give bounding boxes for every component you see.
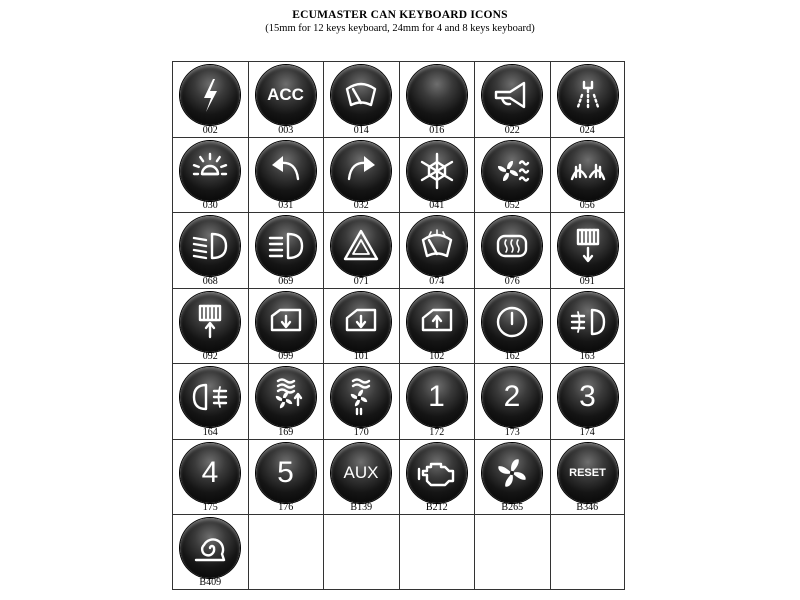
hazard-icon	[331, 216, 391, 276]
window-up-icon	[407, 292, 467, 352]
icon-cell	[323, 61, 399, 137]
fan-heat-icon	[482, 141, 542, 201]
icon-cell	[399, 363, 475, 439]
icon-cell	[323, 137, 399, 213]
icon-code-label: B346	[576, 502, 599, 513]
icon-cell	[550, 212, 626, 288]
icon-cell	[172, 288, 248, 364]
icon-code-label: 024	[579, 124, 595, 136]
icon-cell	[550, 363, 626, 439]
snowflake-icon	[407, 141, 467, 201]
acc-text-icon	[256, 65, 316, 125]
power-icon	[482, 292, 542, 352]
fog-light-front-icon	[558, 292, 618, 352]
icon-code-label: 032	[353, 200, 369, 211]
icon-code-label: B212	[425, 502, 448, 513]
icon-cell	[323, 363, 399, 439]
icon-cell	[323, 439, 399, 515]
seat-heat-icon	[558, 141, 618, 201]
window-down-icon	[256, 292, 316, 352]
empty-cell	[399, 514, 475, 590]
icon-cell	[399, 137, 475, 213]
rear-defrost-icon	[482, 216, 542, 276]
icon-code-label: B409	[199, 576, 222, 588]
icon-cell	[474, 137, 550, 213]
number-text-icon	[558, 367, 618, 427]
icon-code-label: 056	[579, 200, 595, 211]
icon-code-label: 162	[504, 351, 520, 362]
empty-cell	[323, 514, 399, 590]
icon-code-label: 176	[278, 502, 294, 513]
icon-code-label: 003	[278, 124, 294, 136]
icon-cell	[474, 212, 550, 288]
icon-cell	[172, 363, 248, 439]
number-text-icon	[482, 367, 542, 427]
icon-cell	[172, 514, 248, 590]
icon-glyph-text: 1	[428, 380, 445, 413]
icon-code-label: 091	[579, 275, 595, 287]
icon-code-label: 068	[202, 275, 218, 287]
wiper-icon	[331, 65, 391, 125]
icon-glyph-text: 2	[503, 380, 521, 413]
fan-heat-up-icon	[256, 367, 316, 427]
icon-code-label: 002	[202, 124, 218, 136]
lightning-icon	[180, 65, 240, 125]
blank-icon	[407, 65, 467, 125]
icon-code-label: 052	[504, 200, 520, 211]
icon-code-label: 071	[353, 275, 369, 287]
icon-cell	[323, 288, 399, 364]
icon-cell	[248, 439, 324, 515]
engine-icon	[407, 443, 467, 503]
icon-code-label: 074	[429, 275, 445, 287]
aux-text-icon	[331, 443, 391, 503]
icon-glyph-text: AUX	[343, 462, 379, 482]
icon-glyph-text: 4	[201, 455, 219, 489]
icon-cell	[323, 212, 399, 288]
high-beam-icon	[256, 216, 316, 276]
icon-code-label: 164	[202, 426, 218, 438]
radiator-down-icon	[558, 216, 618, 276]
icon-code-label: 099	[278, 351, 294, 362]
icon-cell	[248, 288, 324, 364]
icon-cell	[474, 61, 550, 137]
icon-glyph-text: 5	[277, 455, 294, 489]
icon-code-label: 172	[429, 426, 445, 438]
fan-heat-down-icon	[331, 367, 391, 427]
icon-cell	[172, 439, 248, 515]
fog-light-rear-icon	[180, 367, 240, 427]
icon-code-label: 014	[353, 124, 369, 136]
spiral-icon	[180, 518, 240, 578]
icon-code-label: 030	[202, 200, 218, 211]
icon-cell	[172, 137, 248, 213]
icon-cell	[248, 363, 324, 439]
icon-grid	[172, 61, 625, 590]
empty-cell	[550, 514, 626, 590]
icon-code-label: 069	[278, 275, 294, 287]
icon-cell	[474, 363, 550, 439]
interior-light-icon	[180, 141, 240, 201]
icon-cell	[399, 439, 475, 515]
washer-spray-icon	[558, 65, 618, 125]
icon-cell	[550, 137, 626, 213]
number-text-icon	[407, 367, 467, 427]
icon-cell	[550, 288, 626, 364]
number-text-icon	[256, 443, 316, 503]
number-text-icon	[180, 443, 240, 503]
icon-glyph-text: 3	[579, 380, 596, 413]
icon-cell	[550, 439, 626, 515]
icon-cell	[474, 288, 550, 364]
icon-cell	[248, 212, 324, 288]
windshield-washer-icon	[407, 216, 467, 276]
icon-cell	[248, 61, 324, 137]
radiator-up-icon	[180, 292, 240, 352]
icon-code-label: 101	[353, 351, 369, 362]
arrow-right-curve-icon	[331, 141, 391, 201]
icon-code-label: 076	[504, 275, 520, 287]
icon-code-label: 175	[202, 502, 218, 513]
icon-code-label: B265	[501, 502, 524, 513]
icon-code-label: 174	[579, 426, 595, 438]
icon-code-label: 041	[429, 200, 445, 211]
icon-code-label: 016	[429, 124, 445, 136]
icon-cell	[399, 212, 475, 288]
icon-code-label: 102	[429, 351, 445, 362]
icon-cell	[474, 439, 550, 515]
empty-cell	[248, 514, 324, 590]
icon-cell	[550, 61, 626, 137]
icon-code-label: 031	[278, 200, 294, 211]
icon-cell	[248, 137, 324, 213]
icon-glyph-text: ACC	[267, 85, 304, 104]
low-beam-icon	[180, 216, 240, 276]
arrow-left-curve-icon	[256, 141, 316, 201]
icon-glyph-text: RESET	[569, 466, 606, 479]
empty-cell	[474, 514, 550, 590]
icon-cell	[399, 288, 475, 364]
icon-cell	[172, 212, 248, 288]
icon-code-label: 173	[504, 426, 520, 438]
icon-code-label: 163	[579, 351, 595, 362]
icon-code-label: 092	[202, 351, 218, 362]
reset-text-icon	[558, 443, 618, 503]
page-subtitle: (15mm for 12 keys keyboard, 24mm for 4 and 8 keys keyboard)	[265, 23, 535, 34]
horn-icon	[482, 65, 542, 125]
icon-code-label: B139	[350, 502, 373, 513]
page-title: ECUMASTER CAN KEYBOARD ICONS	[292, 9, 508, 21]
fan-icon	[482, 443, 542, 503]
icon-cell	[172, 61, 248, 137]
icon-code-label: 170	[353, 426, 369, 438]
icon-code-label: 169	[278, 426, 294, 438]
icon-code-label: 022	[504, 124, 520, 136]
window-down-alt-icon	[331, 292, 391, 352]
icon-cell	[399, 61, 475, 137]
